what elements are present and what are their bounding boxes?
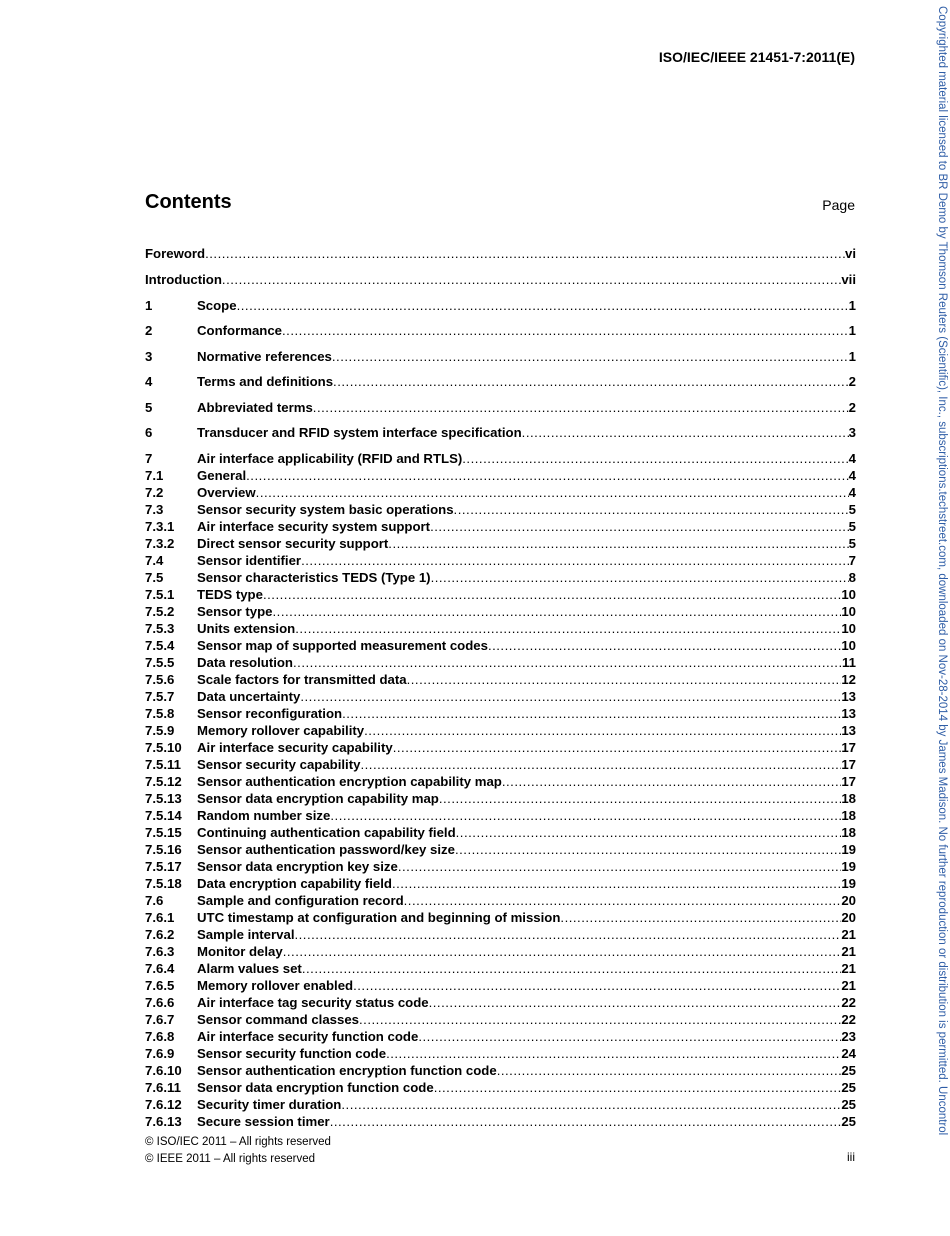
toc-leader-dots (263, 586, 841, 603)
toc-entry-page[interactable]: 4 (848, 468, 856, 483)
toc-leader-dots (205, 245, 845, 262)
toc-entry[interactable] (145, 756, 856, 773)
toc-leader-dots (388, 535, 848, 552)
toc-entry-number: 7.6 (145, 893, 164, 908)
toc-entry[interactable] (145, 1113, 856, 1130)
footer (145, 1134, 331, 1168)
toc-entry-title[interactable]: Sensor authentication encryption function code (197, 1063, 497, 1078)
toc-entry-title[interactable]: Sensor data encryption capability map (197, 791, 439, 806)
toc-leader-dots (454, 501, 849, 518)
toc-leader-dots (246, 467, 849, 484)
toc-entry-title[interactable]: Alarm values set (197, 961, 302, 976)
toc-entry[interactable] (145, 1079, 856, 1096)
toc-entry[interactable] (145, 909, 856, 926)
toc-entry-title[interactable]: Air interface security capability (197, 740, 393, 755)
toc-entry-page[interactable]: 13 (841, 706, 856, 721)
toc-entry-number: 7.5.17 (145, 859, 182, 874)
page-number: iii (847, 1150, 855, 1164)
toc-entry-number: 7.5.14 (145, 808, 182, 823)
toc-entry-page[interactable]: 4 (848, 451, 856, 466)
toc-leader-dots (418, 1028, 841, 1045)
toc-entry[interactable] (145, 1011, 856, 1028)
toc-entry[interactable] (145, 518, 856, 535)
toc-entry-number: 7.6.9 (145, 1046, 175, 1061)
toc-leader-dots (330, 807, 841, 824)
toc-entry-title[interactable]: TEDS type (197, 587, 263, 602)
toc-entry-number: 5 (145, 400, 153, 415)
toc-entry-page[interactable]: 12 (841, 672, 856, 687)
toc-leader-dots (330, 1113, 842, 1130)
toc-entry-number: 1 (145, 298, 153, 313)
toc-entry-title[interactable]: Sensor security function code (197, 1046, 387, 1061)
toc-entry-title[interactable]: Monitor delay (197, 944, 283, 959)
toc-entry-title[interactable]: Normative references (197, 349, 332, 364)
toc-entry-number: 2 (145, 323, 153, 338)
toc-entry-title[interactable]: Data uncertainty (197, 689, 301, 704)
toc-entry-page[interactable]: 18 (841, 808, 856, 823)
toc-entry[interactable] (145, 960, 856, 977)
toc-entry-number: 7.3.2 (145, 536, 175, 551)
toc-entry-page[interactable]: vi (845, 246, 856, 261)
toc-entry-title[interactable]: Sensor identifier (197, 553, 302, 568)
toc-entry-page[interactable]: 19 (841, 842, 856, 857)
toc-entry-page[interactable]: 2 (848, 400, 856, 415)
toc-entry-page[interactable]: 23 (841, 1029, 856, 1044)
toc-entry[interactable] (145, 1062, 856, 1079)
copyright-ieee: © IEEE 2011 – All rights reserved (145, 1153, 315, 1165)
toc-entry-page[interactable]: 13 (841, 689, 856, 704)
toc-entry-page[interactable]: 25 (841, 1063, 856, 1078)
toc-entry-number: 7.6.3 (145, 944, 175, 959)
toc-entry-page[interactable]: 17 (841, 757, 856, 772)
toc-leader-dots (302, 960, 842, 977)
toc-entry-title[interactable]: Sample interval (197, 927, 295, 942)
toc-entry-title[interactable]: Abbreviated terms (197, 400, 313, 415)
toc-entry-title[interactable]: Random number size (197, 808, 331, 823)
toc-entry-page[interactable]: 20 (841, 910, 856, 925)
toc-entry[interactable] (145, 858, 856, 875)
toc-entry-title[interactable]: Air interface security system support (197, 519, 431, 534)
page-column-label: Page (822, 197, 855, 213)
toc-entry[interactable] (145, 688, 856, 705)
toc-entry[interactable] (145, 535, 856, 552)
toc-entry-title[interactable]: Overview (197, 485, 256, 500)
toc-entry-title[interactable]: UTC timestamp at configuration and beginning of mission (197, 910, 561, 925)
toc-entry-number: 7.5.7 (145, 689, 175, 704)
toc-leader-dots (300, 688, 841, 705)
toc-entry-page[interactable]: vii (841, 272, 856, 287)
toc-entry[interactable] (145, 424, 856, 441)
toc-entry-title[interactable]: Sensor characteristics TEDS (Type 1) (197, 570, 431, 585)
toc-entry[interactable] (145, 467, 856, 484)
toc-entry[interactable] (145, 722, 856, 739)
toc-leader-dots (429, 994, 842, 1011)
toc-entry-title[interactable]: Sensor data encryption key size (197, 859, 398, 874)
toc-leader-dots (386, 1045, 841, 1062)
toc-leader-dots (456, 824, 842, 841)
toc-leader-dots (398, 858, 842, 875)
toc-entry-title[interactable]: Sample and configuration record (197, 893, 404, 908)
toc-leader-dots (407, 671, 842, 688)
toc-entry-title[interactable]: Sensor type (197, 604, 273, 619)
toc-entry-title[interactable]: Sensor security system basic operations (197, 502, 454, 517)
toc-entry-page[interactable]: 10 (841, 638, 856, 653)
toc-entry-number: 7.3 (145, 502, 164, 517)
toc-entry-title[interactable]: Data encryption capability field (197, 876, 392, 891)
toc-entry[interactable] (145, 671, 856, 688)
toc-leader-dots (295, 620, 841, 637)
toc-entry-title[interactable]: Data resolution (197, 655, 293, 670)
toc-entry[interactable] (145, 739, 856, 756)
toc-entry-page[interactable]: 10 (841, 604, 856, 619)
toc-leader-dots (333, 373, 849, 390)
toc-entry-page[interactable]: 20 (841, 893, 856, 908)
toc-entry[interactable] (145, 1045, 856, 1062)
toc-entry-title[interactable]: Secure session timer (197, 1114, 330, 1129)
toc-entry-page[interactable]: 1 (848, 323, 856, 338)
toc-entry-page[interactable]: 21 (841, 961, 856, 976)
toc-entry-title[interactable]: Sensor authentication password/key size (197, 842, 455, 857)
toc-leader-dots (488, 637, 841, 654)
toc-entry-number: 6 (145, 425, 153, 440)
toc-entry-page[interactable]: 17 (841, 774, 856, 789)
toc-entry-title[interactable]: Sensor data encryption function code (197, 1080, 434, 1095)
toc-entry-page[interactable]: 22 (841, 1012, 856, 1027)
toc-entry-title[interactable]: Memory rollover capability (197, 723, 365, 738)
toc-leader-dots (332, 348, 849, 365)
toc-entry[interactable] (145, 603, 856, 620)
toc-entry-title[interactable]: Air interface security function code (197, 1029, 419, 1044)
toc-entry-number: 7.6.2 (145, 927, 175, 942)
toc-entry[interactable] (145, 348, 856, 365)
toc-entry-page[interactable]: 10 (841, 621, 856, 636)
toc-entry[interactable] (145, 790, 856, 807)
toc-leader-dots (359, 1011, 841, 1028)
toc-entry[interactable] (145, 807, 856, 824)
toc-entry-page[interactable]: 24 (841, 1046, 856, 1061)
toc-entry-number: 7.6.12 (145, 1097, 182, 1112)
toc-leader-dots (342, 705, 841, 722)
toc-entry[interactable] (145, 501, 856, 518)
toc-leader-dots (431, 569, 849, 586)
toc-entry-page[interactable]: 13 (841, 723, 856, 738)
toc-entry-number: 7.5.10 (145, 740, 182, 755)
toc-entry-number: 7.1 (145, 468, 164, 483)
toc-entry-number: 4 (145, 374, 153, 389)
toc-entry[interactable] (145, 977, 856, 994)
toc-entry-number: 3 (145, 349, 153, 364)
toc-entry-page[interactable]: 22 (841, 995, 856, 1010)
toc-entry-number: 7.6.1 (145, 910, 175, 925)
toc-leader-dots (522, 424, 849, 441)
toc-entry-page[interactable]: 19 (841, 876, 856, 891)
toc-entry-page[interactable]: 21 (841, 927, 856, 942)
toc-entry[interactable] (145, 943, 856, 960)
toc-entry-page[interactable]: 25 (841, 1080, 856, 1095)
toc-entry-number: 7.4 (145, 553, 164, 568)
toc-entry-title[interactable]: Sensor command classes (197, 1012, 359, 1027)
toc-entry-page[interactable]: 8 (848, 570, 856, 585)
toc-entry[interactable] (145, 705, 856, 722)
toc-entry-title[interactable]: Transducer and RFID system interface specification (197, 425, 522, 440)
toc-entry-title[interactable]: Introduction (145, 272, 222, 287)
toc-entry-number: 7.6.11 (145, 1080, 181, 1095)
toc-entry[interactable] (145, 297, 856, 314)
toc-entry-page[interactable]: 17 (841, 740, 856, 755)
toc-entry-page[interactable]: 2 (848, 374, 856, 389)
toc-entry-title[interactable]: Units extension (197, 621, 296, 636)
toc-entry[interactable] (145, 1028, 856, 1045)
toc-entry-title[interactable]: Foreword (145, 246, 206, 261)
toc-leader-dots (497, 1062, 842, 1079)
toc-entry-number: 7.5.6 (145, 672, 175, 687)
toc-entry-page[interactable]: 5 (848, 536, 856, 551)
toc-entry-page[interactable]: 7 (848, 553, 856, 568)
toc-entry-title[interactable]: Direct sensor security support (197, 536, 389, 551)
toc-entry[interactable] (145, 322, 856, 339)
toc-entry-number: 7.5.5 (145, 655, 175, 670)
toc-entry-page[interactable]: 21 (841, 978, 856, 993)
copyright-iso: © ISO/IEC 2011 – All rights reserved (145, 1136, 331, 1148)
toc-entry[interactable] (145, 994, 856, 1011)
toc-leader-dots (392, 875, 841, 892)
toc-entry-number: 7.5.8 (145, 706, 175, 721)
toc-entry-number: 7.5.4 (145, 638, 175, 653)
toc-entry[interactable] (145, 569, 856, 586)
toc-entry[interactable] (145, 552, 856, 569)
toc-leader-dots (393, 739, 842, 756)
toc-entry-title[interactable]: Continuing authentication capability field (197, 825, 456, 840)
toc-entry-title[interactable]: Air interface applicability (RFID and RTLS) (197, 451, 463, 466)
toc-leader-dots (273, 603, 842, 620)
toc-leader-dots (353, 977, 841, 994)
toc-entry-number: 7.5.18 (145, 876, 182, 891)
toc-entry[interactable] (145, 926, 856, 943)
toc-entry-number: 7.3.1 (145, 519, 175, 534)
toc-entry[interactable] (145, 484, 856, 501)
toc-entry-number: 7.5.2 (145, 604, 175, 619)
toc-entry-page[interactable]: 19 (841, 859, 856, 874)
toc-entry-page[interactable]: 1 (848, 349, 856, 364)
toc-leader-dots (256, 484, 849, 501)
toc-leader-dots (404, 892, 842, 909)
toc-entry-page[interactable]: 5 (848, 519, 856, 534)
toc-entry-number: 7 (145, 451, 153, 466)
toc-leader-dots (462, 450, 848, 467)
toc-entry-page[interactable]: 1 (848, 298, 856, 313)
toc-leader-dots (341, 1096, 841, 1113)
toc-entry-number: 7.2 (145, 485, 164, 500)
toc-leader-dots (434, 1079, 842, 1096)
toc-leader-dots (237, 297, 849, 314)
toc-entry[interactable] (145, 892, 856, 909)
toc-entry-title[interactable]: Scope (197, 298, 237, 313)
toc-leader-dots (313, 399, 849, 416)
toc-entry-page[interactable]: 18 (841, 791, 856, 806)
toc-entry-number: 7.5.9 (145, 723, 175, 738)
toc-entry-number: 7.5.12 (145, 774, 182, 789)
toc-entry[interactable] (145, 637, 856, 654)
toc-entry[interactable] (145, 824, 856, 841)
toc-leader-dots (283, 943, 842, 960)
toc-entry[interactable] (145, 654, 856, 671)
toc-entry[interactable] (145, 586, 856, 603)
toc-entry[interactable] (145, 875, 856, 892)
toc-entry-page[interactable]: 25 (841, 1114, 856, 1129)
toc-entry-title[interactable]: Air interface tag security status code (197, 995, 429, 1010)
toc-entry-number: 7.6.13 (145, 1114, 182, 1129)
toc-entry-page[interactable]: 11 (842, 655, 856, 670)
toc-entry-number: 7.5 (145, 570, 164, 585)
copyright-watermark: Copyrighted material licensed to BR Demo by Thomson Reuters (Scientific), Inc., subscriptions.techstreet.com, downloaded on Nov-28-2014 by James Madison. No further reproduction or distribution is permitted. Uncontrol (936, 6, 948, 1136)
toc-entry[interactable] (145, 1096, 856, 1113)
toc-entry[interactable] (145, 450, 856, 467)
toc-entry-number: 7.5.1 (145, 587, 175, 602)
toc-entry-page[interactable]: 10 (841, 587, 856, 602)
toc-entry[interactable] (145, 620, 856, 637)
toc-leader-dots (222, 271, 841, 288)
toc-entry-number: 7.5.15 (145, 825, 182, 840)
toc-entry-page[interactable]: 3 (848, 425, 856, 440)
toc-entry-number: 7.5.13 (145, 791, 182, 806)
toc-entry-title[interactable]: Terms and definitions (197, 374, 334, 389)
toc-entry-title[interactable]: Security timer duration (197, 1097, 342, 1112)
toc-entry[interactable] (145, 773, 856, 790)
toc-entry[interactable] (145, 841, 856, 858)
document-id: ISO/IEC/IEEE 21451-7:2011(E) (658, 49, 855, 65)
toc-entry-title[interactable]: Scale factors for transmitted data (197, 672, 407, 687)
toc-entry-number: 7.5.11 (145, 757, 181, 772)
toc-entry[interactable] (145, 245, 856, 262)
toc-entry-page[interactable]: 18 (841, 825, 856, 840)
toc-entry-page[interactable]: 4 (848, 485, 856, 500)
toc-entry-number: 7.6.4 (145, 961, 175, 976)
toc-entry[interactable] (145, 399, 856, 416)
toc-entry-page[interactable]: 25 (841, 1097, 856, 1112)
toc-leader-dots (282, 322, 849, 339)
toc-leader-dots (293, 654, 842, 671)
toc-leader-dots (455, 841, 841, 858)
toc-entry-title[interactable]: Conformance (197, 323, 282, 338)
toc-entry-title[interactable]: Memory rollover enabled (197, 978, 354, 993)
toc-entry-title[interactable]: Sensor authentication encryption capability map (197, 774, 502, 789)
toc-leader-dots (301, 552, 849, 569)
toc-entry-number: 7.6.8 (145, 1029, 175, 1044)
toc-entry[interactable] (145, 373, 856, 390)
toc-entry-page[interactable]: 21 (841, 944, 856, 959)
toc-entry-number: 7.6.10 (145, 1063, 182, 1078)
toc-leader-dots (294, 926, 841, 943)
toc-leader-dots (502, 773, 841, 790)
toc-entry-title[interactable]: General (197, 468, 247, 483)
toc-entry-number: 7.5.3 (145, 621, 175, 636)
toc-entry-number: 7.5.16 (145, 842, 182, 857)
toc-entry-number: 7.6.7 (145, 1012, 175, 1027)
contents-title: Contents (145, 191, 232, 213)
toc-entry-title[interactable]: Sensor map of supported measurement codes (197, 638, 488, 653)
toc-entry-title[interactable]: Sensor security capability (197, 757, 361, 772)
toc-leader-dots (560, 909, 841, 926)
toc-entry-title[interactable]: Sensor reconfiguration (197, 706, 343, 721)
toc-entry-page[interactable]: 5 (848, 502, 856, 517)
toc-entry-number: 7.6.6 (145, 995, 175, 1010)
toc-leader-dots (360, 756, 841, 773)
toc-leader-dots (364, 722, 841, 739)
toc-leader-dots (439, 790, 841, 807)
toc-entry[interactable] (145, 271, 856, 288)
toc-entry-number: 7.6.5 (145, 978, 175, 993)
toc-leader-dots (430, 518, 849, 535)
